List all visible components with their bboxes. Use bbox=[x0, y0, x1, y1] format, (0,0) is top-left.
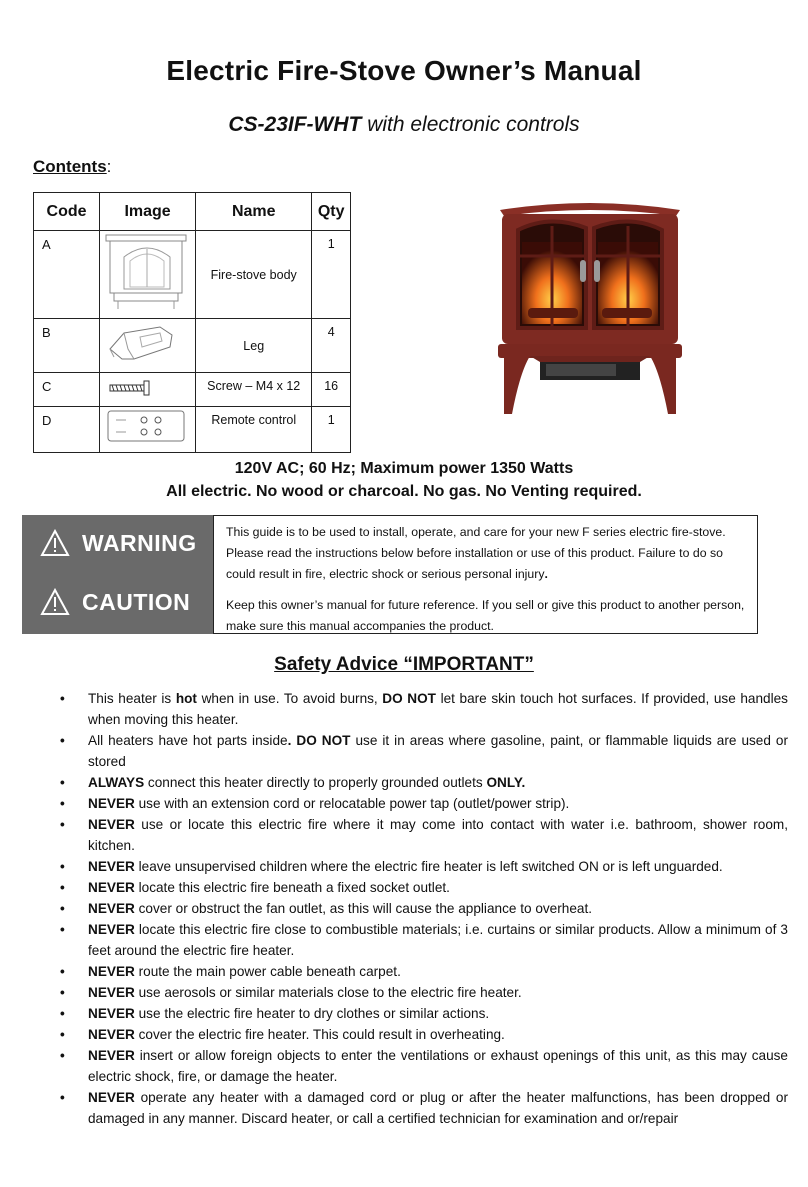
guide-text: This guide is to be used to install, operate, and care for your new F series electric fire-stove. Please read the instructions below before installation or use of this product. Failure to do so could result in fire, electric shock or serious personal injury bbox=[226, 525, 726, 581]
row-qty: 1 bbox=[312, 231, 351, 319]
contents-colon: : bbox=[106, 157, 112, 176]
row-name: Screw – M4 x 12 bbox=[196, 373, 312, 407]
list-item: • NEVER use the electric fire heater to dry clothes or similar actions. bbox=[60, 1003, 788, 1024]
list-item: • NEVER use with an extension cord or relocatable power tap (outlet/power strip). bbox=[60, 793, 788, 814]
keep-manual-paragraph: Keep this owner’s manual for future reference. If you sell or give this product to another person, make sure this manual accompanies the product. bbox=[226, 598, 745, 633]
leg-image bbox=[100, 319, 196, 373]
caution-row bbox=[40, 588, 190, 616]
list-item: • NEVER insert or allow foreign objects to enter the ventilations or exhaust openings of this unit, as this may cause electric shock, fire, or damage the heater. bbox=[60, 1045, 788, 1087]
caution-triangle-icon bbox=[40, 588, 70, 616]
caution-label: CAUTION bbox=[82, 588, 191, 615]
parts-table bbox=[33, 192, 351, 453]
guide-end: . bbox=[544, 567, 548, 581]
list-item: • This heater is hot when in use. To avoid burns, DO NOT let bare skin touch hot surfaces. If provided, use handles when moving this heater. bbox=[60, 688, 788, 730]
safety-title: Safety Advice “IMPORTANT” bbox=[274, 654, 534, 675]
warning-row bbox=[40, 529, 197, 557]
table-row bbox=[34, 407, 351, 453]
guide-paragraph bbox=[226, 522, 747, 585]
list-item: • NEVER route the main power cable beneath carpet. bbox=[60, 961, 788, 982]
model-subtitle bbox=[0, 113, 808, 137]
warning-label: WARNING bbox=[82, 529, 197, 556]
header-code: Code bbox=[34, 193, 100, 231]
header-qty: Qty bbox=[312, 193, 351, 231]
warning-caution-panel bbox=[22, 515, 213, 634]
leg-icon bbox=[100, 319, 195, 369]
manual-title: Electric Fire-Stove Owner’s Manual bbox=[166, 55, 642, 86]
power-line-2: All electric. No wood or charcoal. No gas. No Venting required. bbox=[166, 483, 642, 500]
power-line-1: 120V AC; 60 Hz; Maximum power 1350 Watts bbox=[234, 460, 574, 477]
header-name: Name bbox=[196, 193, 312, 231]
screw-image bbox=[100, 373, 196, 407]
model-number: CS-23IF-WHT bbox=[228, 113, 362, 136]
row-code: C bbox=[34, 373, 100, 407]
fire-stove-body-icon bbox=[100, 231, 195, 315]
row-name: Fire-stove body bbox=[196, 231, 312, 319]
row-qty: 16 bbox=[312, 373, 351, 407]
list-item: • NEVER cover the electric fire heater. This could result in overheating. bbox=[60, 1024, 788, 1045]
contents-heading bbox=[33, 157, 111, 177]
list-item: • NEVER locate this electric fire close to combustible materials; i.e. curtains or similar products. Allow a minimum of 3 feet around the electric fire heater. bbox=[60, 919, 788, 961]
list-item: • NEVER leave unsupervised children where the electric fire heater is left switched ON or is left unguarded. bbox=[60, 856, 788, 877]
row-name: Remote control bbox=[196, 407, 312, 453]
remote-control-icon bbox=[100, 407, 195, 449]
guide-text-box bbox=[213, 515, 758, 634]
row-qty: 1 bbox=[312, 407, 351, 453]
list-item: • NEVER operate any heater with a damaged cord or plug or after the heater malfunctions, has been dropped or damaged in any manner. Discard heater, or call a certified technician for examination and or/repair bbox=[60, 1087, 788, 1129]
list-item: • NEVER use aerosols or similar materials close to the electric fire heater. bbox=[60, 982, 788, 1003]
parts-table-header bbox=[34, 193, 351, 231]
screw-icon bbox=[100, 373, 195, 403]
row-code: D bbox=[34, 407, 100, 453]
contents-label: Contents bbox=[33, 157, 107, 176]
fire-stove-product-image bbox=[490, 196, 690, 418]
list-item: • ALWAYS connect this heater directly to properly grounded outlets ONLY. bbox=[60, 772, 788, 793]
list-item: • NEVER locate this electric fire beneath a fixed socket outlet. bbox=[60, 877, 788, 898]
list-item: • All heaters have hot parts inside. DO NOT use it in areas where gasoline, paint, or flammable liquids are used or stored bbox=[60, 730, 788, 772]
list-item: • NEVER cover or obstruct the fan outlet, as this will cause the appliance to overheat. bbox=[60, 898, 788, 919]
model-suffix: with electronic controls bbox=[361, 113, 580, 136]
row-name: Leg bbox=[196, 319, 312, 373]
safety-list bbox=[60, 688, 788, 1129]
remote-control-image bbox=[100, 407, 196, 453]
header-image: Image bbox=[100, 193, 196, 231]
warning-triangle-icon bbox=[40, 529, 70, 557]
table-row bbox=[34, 373, 351, 407]
row-code: A bbox=[34, 231, 100, 319]
table-row bbox=[34, 231, 351, 319]
fire-stove-body-image bbox=[100, 231, 196, 319]
row-qty: 4 bbox=[312, 319, 351, 373]
list-item: • NEVER use or locate this electric fire where it may come into contact with water i.e. bathroom, shower room, kitchen. bbox=[60, 814, 788, 856]
power-specs bbox=[0, 457, 808, 503]
row-code: B bbox=[34, 319, 100, 373]
table-row bbox=[34, 319, 351, 373]
